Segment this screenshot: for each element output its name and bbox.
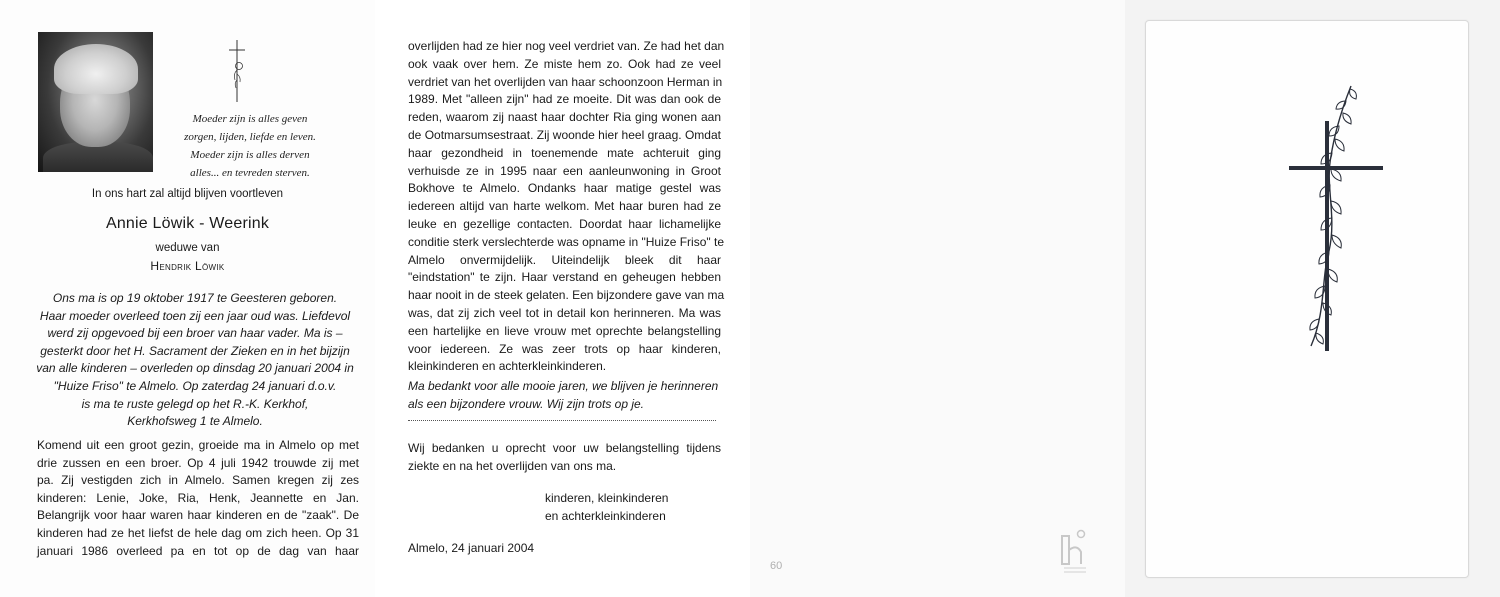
printer-mark-icon: [1060, 528, 1090, 576]
story-line: Bokhove te Almelo. Ondanks haar matige gestel was: [408, 181, 721, 196]
story-line: overlijden had ze hier nog veel verdriet van. Ze had het dan: [408, 39, 725, 53]
farewell-line: als een bijzondere vrouw. Wij zijn trots op je.: [408, 396, 645, 411]
story-line: Belangrijk voor haar waren haar kinderen en de "zaak". De: [37, 508, 359, 523]
intro-line: In ons hart zal altijd blijven voortleven: [91, 188, 284, 200]
story-line: januari 1986 overleed pa en tot op de dag van haar: [37, 543, 359, 558]
poem-line: Moeder zijn is alles geven: [192, 113, 308, 125]
story-line: verdriet van het overlijden van haar schoonzoon Herman in: [408, 74, 723, 89]
panel-front-right: [375, 0, 750, 597]
poem-line: zorgen, lijden, liefde en leven.: [184, 131, 316, 143]
portrait-photo: [38, 32, 153, 172]
bio-line: van alle kinderen – overleden op dinsdag 20 januari 2004 in: [36, 361, 354, 376]
place-and-date: Almelo, 24 januari 2004: [408, 541, 535, 555]
story-line: kleinkinderen en achterkleinkinderen.: [408, 359, 607, 374]
story-line: haar nooit in de steek gelaten. Een bijzondere gave van ma: [408, 288, 725, 303]
bio-line: gesterkt door het H. Sacrament der Zieken en in het bijzijn: [40, 343, 350, 358]
poem-line: Moeder zijn is alles derven: [190, 149, 310, 161]
dotted-divider: [408, 420, 716, 421]
story-line: was, dat zij zich veel tot in detail kon herinneren. Ma was: [408, 305, 721, 320]
thanks-line: Wij bedanken u oprecht voor uw belangstelling tijdens: [408, 441, 721, 455]
bio-line: is ma te ruste gelegd op het R.-K. Kerkhof,: [81, 396, 309, 411]
story-line: de Ootmarsumsestraat. Zij woonde hier heel graag. Omdat: [408, 127, 721, 142]
story-line: haar gezondheid in toenemende mate achteruit ging: [408, 145, 721, 160]
spouse-name: Hendrik Löwik: [150, 259, 225, 273]
panel-cover: [1125, 0, 1500, 597]
story-line: kinderen: Lenie, Joke, Ria, Henk, Jeannette en Jan.: [37, 490, 359, 505]
large-cross-with-laurel-icon: [1271, 81, 1391, 351]
signers-line: kinderen, kleinkinderen: [545, 491, 669, 505]
story-line: iedereen altijd van harte welkom. Met haar buren had ze: [408, 199, 721, 214]
bio-line: werd zij opgevoed bij een broer van haar vader. Ma is –: [47, 326, 343, 341]
life-story-part-2: [408, 38, 725, 376]
bio-line: Haar moeder overleed toen zij een jaar oud was. Liefdevol: [39, 308, 351, 323]
deceased-name: Annie Löwik - Weerink: [105, 215, 270, 232]
story-line: reden, waarom zij naast haar dochter Ria ging wonen aan: [408, 110, 721, 125]
thanks-line: ziekte en na het overlijden van ons ma.: [408, 458, 617, 473]
story-line: een hartelijke en lieve vrouw met oprechte belangstelling: [408, 323, 721, 338]
life-story-part-1: [37, 437, 359, 560]
biography-italic: [30, 290, 360, 431]
farewell-message: [408, 378, 728, 413]
farewell-line: Ma bedankt voor alle mooie jaren, we blijven je herinneren: [408, 379, 719, 393]
story-line: Komend uit een groot gezin, groeide ma in Almelo op met: [37, 438, 359, 452]
story-line: ook vaak over hem. Ze miste hem zo. Ook had ze veel: [408, 56, 721, 71]
story-line: verhuisde ze in 1995 naar een aanleunwoning in Groot: [408, 163, 721, 178]
small-cross-with-rose-icon: [226, 40, 248, 102]
page-number: 60: [770, 560, 783, 572]
bio-line: Kerkhofsweg 1 te Almelo.: [127, 414, 263, 429]
panel-front-left: [0, 0, 375, 597]
panel-back-inside: [750, 0, 1125, 597]
bio-line: "Huize Friso" te Almelo. Op zaterdag 24 januari d.o.v.: [53, 378, 337, 393]
story-line: kinderen had ze het liefst de hele dag om zich heen. Op 31: [37, 525, 359, 540]
story-line: voor iedereen. Ze was zeer trots op haar kinderen,: [408, 341, 721, 356]
story-line: conditie sterk verslechterde was opname in "Huize Friso" te: [408, 234, 724, 249]
signers: [545, 490, 668, 525]
widow-of-label: weduwe van: [155, 242, 220, 254]
story-line: leuke en gezellige contacten. Doordat haar lichamelijke: [408, 216, 721, 231]
story-line: 1989. Met "alleen zijn" had ze moeite. Dit was dan ook de: [408, 92, 721, 107]
story-line: Almelo onvermijdelijk. Uiteindelijk bleek dit haar: [408, 252, 721, 267]
thanks-message: [408, 440, 721, 475]
cover-frame: [1145, 20, 1469, 578]
poem-line: alles... en tevreden sterven.: [190, 167, 310, 179]
signers-line: en achterkleinkinderen: [545, 508, 666, 523]
story-line: "eindstation" te zijn. Haar verstand en geheugen hebben: [408, 270, 721, 285]
story-line: pa. Zij vestigden zich in Almelo. Samen kregen zij zes: [37, 473, 359, 488]
poem: [170, 110, 330, 182]
bio-line: Ons ma is op 19 oktober 1917 te Geesteren geboren.: [52, 291, 338, 305]
story-line: drie zussen en een broer. Op 4 juli 1942 trouwde zij met: [37, 455, 359, 470]
